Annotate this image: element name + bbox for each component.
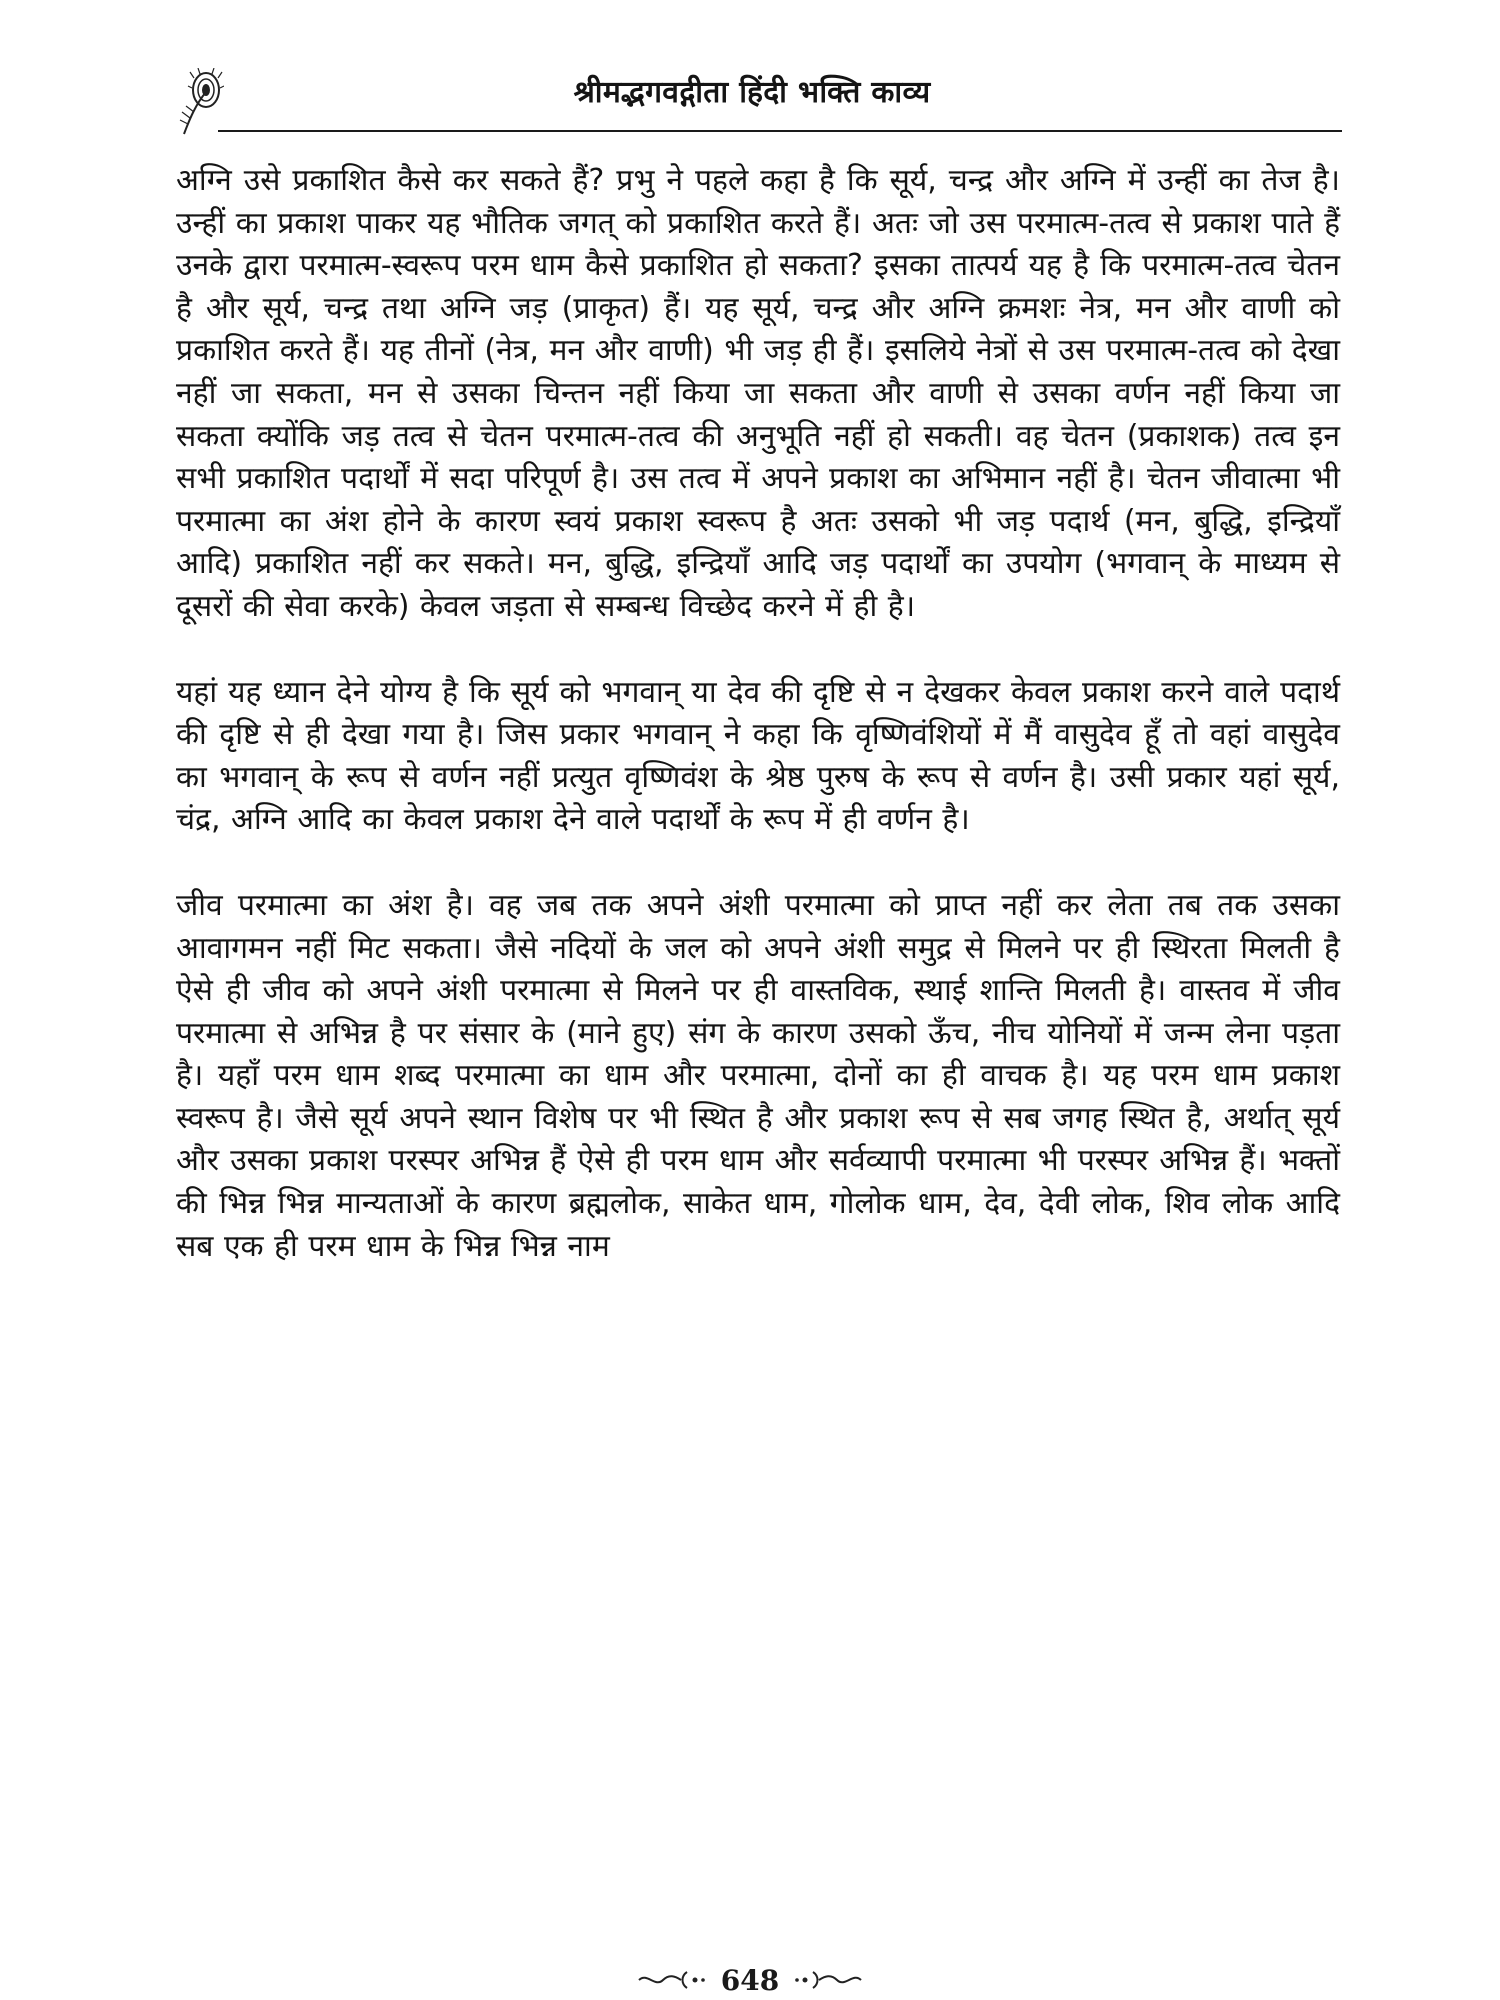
page-body [176,160,1340,1268]
scroll-ornament-icon [637,1968,707,1992]
header-divider [218,130,1342,132]
page-title: श्रीमद्भगवद्गीता हिंदी भक्ति काव्य [573,75,931,110]
paragraph-1: अग्नि उसे प्रकाशित कैसे कर सकते हैं? प्रभु ने पहले कहा है कि सूर्य, चन्द्र और अग्नि में उन्हीं का तेज है। उन्हीं का प्रकाश पाकर यह भौतिक जगत् को प्रकाशित करते हैं। अतः जो उस परमात्म-तत्व से प्रकाश पाते हैं उनके द्वारा परमात्म-स्वरूप परम धाम कैसे प्रकाशित हो सकता? इसका तात्पर्य यह है कि परमात्म-तत्व चेतन है और सूर्य, चन्द्र तथा अग्नि जड़ (प्राकृत) हैं। यह सूर्य, चन्द्र और अग्नि क्रमशः नेत्र, मन और वाणी को प्रकाशित करते हैं। यह तीनों (नेत्र, मन और वाणी) भी जड़ ही हैं। इसलिये नेत्रों से उस परमात्म-तत्व को देखा नहीं जा सकता, मन से उसका चिन्तन नहीं किया जा सकता और वाणी से उसका वर्णन नहीं किया जा सकता क्योंकि जड़ तत्व से चेतन परमात्म-तत्व की अनुभूति नहीं हो सकती। वह चेतन (प्रकाशक) तत्व इन सभी प्रकाशित पदार्थों में सदा परिपूर्ण है। उस तत्व में अपने प्रकाश का अभिमान नहीं है। चेतन जीवात्मा भी परमात्मा का अंश होने के कारण स्वयं प्रकाश स्वरूप है अतः उसको भी जड़ पदार्थ (मन, बुद्धि, इन्द्रियाँ आदि) प्रकाशित नहीं कर सकते। मन, बुद्धि, इन्द्रियाँ आदि जड़ पदार्थों का उपयोग (भगवान् के माध्यम से दूसरों की सेवा करके) केवल जड़ता से सम्बन्ध विच्छेद करने में ही है। [176,163,1340,624]
page-number: 648 [720,1963,780,1997]
paragraph-2: यहां यह ध्यान देने योग्य है कि सूर्य को भगवान् या देव की दृष्टि से न देखकर केवल प्रकाश करने वाले पदार्थ की दृष्टि से ही देखा गया है। जिस प्रकार भगवान् ने कहा कि वृष्णिवंशियों में मैं वासुदेव हूँ तो वहां वासुदेव का भगवान् के रूप से वर्णन नहीं प्रत्युत वृष्णिवंश के श्रेष्ठ पुरुष के रूप से वर्णन है। उसी प्रकार यहां सूर्य, चंद्र, अग्नि आदि का केवल प्रकाश देने वाले पदार्थों के रूप में ही वर्णन है। [176,674,1340,838]
page-footer [0,1960,1500,2000]
page-header [162,62,1342,152]
scroll-ornament-icon [793,1968,863,1992]
paragraph-3: जीव परमात्मा का अंश है। वह जब तक अपने अंशी परमात्मा को प्राप्त नहीं कर लेता तब तक उसका आवागमन नहीं मिट सकता। जैसे नदियों के जल को अपने अंशी समुद्र से मिलने पर ही स्थिरता मिलती है ऐसे ही जीव को अपने अंशी परमात्मा से मिलने पर ही वास्तविक, स्थाई शान्ति मिलती है। वास्तव में जीव परमात्मा से अभिन्न है पर संसार के (माने हुए) संग के कारण उसको ऊँच, नीच योनियों में जन्म लेना पड़ता है। यहाँ परम धाम शब्द परमात्मा का धाम और परमात्मा, दोनों का ही वाचक है। यह परम धाम प्रकाश स्वरूप है। जैसे सूर्य अपने स्थान विशेष पर भी स्थित है और प्रकाश रूप से सब जगह स्थित है, अर्थात् सूर्य और उसका प्रकाश परस्पर अभिन्न हैं ऐसे ही परम धाम और सर्वव्यापी परमात्मा भी परस्पर अभिन्न हैं। भक्तों की भिन्न भिन्न मान्यताओं के कारण ब्रह्मलोक, साकेत धाम, गोलोक धाम, देव, देवी लोक, शिव लोक आदि सब एक ही परम धाम के भिन्न भिन्न नाम [176,887,1340,1264]
